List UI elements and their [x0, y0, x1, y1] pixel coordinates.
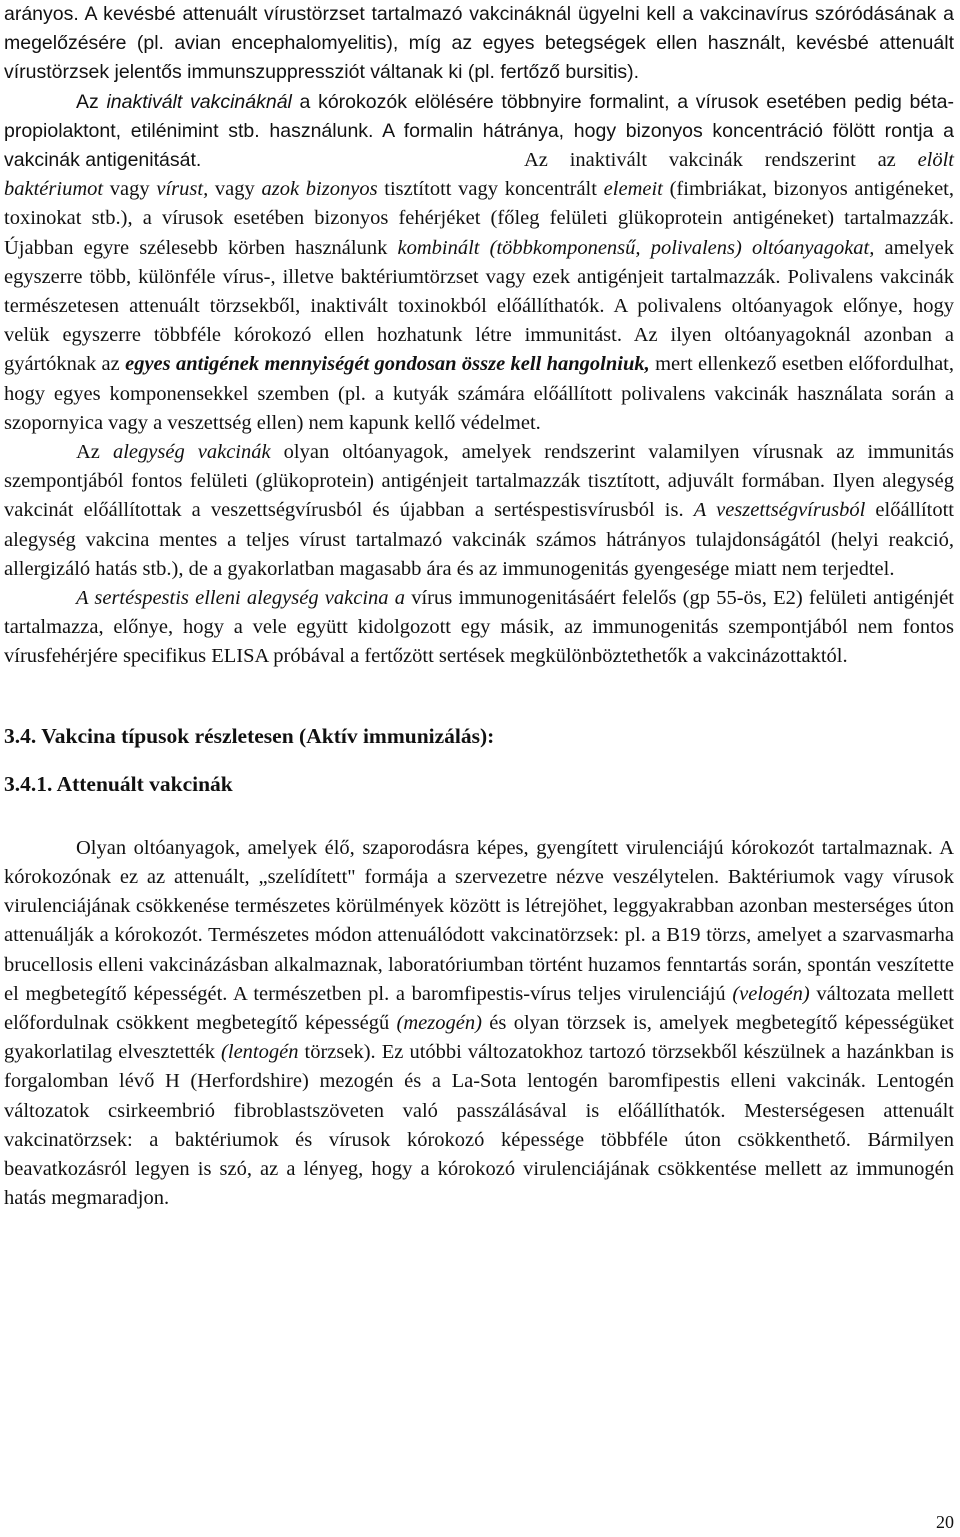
emphasis: vírust, — [156, 178, 209, 201]
text: előállított alegység vakcina mentes a teljes vírust tartalmazó vakcinák számos hátrányos tulajdonságától (helyi reakció, allergizáló hatás stb.), de a gyakorlatban magasabb ára és az immunogenitás gyengesége miatt nem terjedtel. — [4, 499, 954, 580]
text: mert ellenkező esetben előfordulhat, hogy egyes komponensekkel szemben (pl. a kutyák számára előállított polivalens vakcinák használata során a szopornyica vagy a veszettség ellen) nem kapunk kellő védelmet. — [4, 353, 954, 434]
text: tisztított vagy koncentrált — [377, 178, 604, 201]
text: amelyek egyszerre több, különféle vírus-, illetve baktériumtörzset vagy ezek antigénjeit tartalmazzák. Polivalens vakcinák természetesen attenuált törzsekből, inaktivált toxinokból előállíthatók. A polivalens oltóanyagok előnye, hogy velük egyszerre többféle kórokozó ellen hozhatunk létre immunitást. Az ilyen oltóanyagoknál azonban a gyártóknak az — [4, 236, 954, 376]
emphasis: elemeit — [603, 178, 663, 201]
emphasis: A sertéspestis elleni alegység vakcina a — [76, 587, 406, 610]
page-number: 20 — [936, 1512, 954, 1532]
subsection-heading: 3.4.1. Attenuált vakcinák — [4, 771, 233, 796]
emphasis: inaktivált vakcináknál — [106, 90, 292, 113]
emphasis: azok bizonyos — [261, 178, 378, 201]
emphasis-bold: egyes antigének mennyiségét gondosan össze kell hangolniuk, — [125, 353, 650, 376]
emphasis: alegység vakcinák — [112, 441, 271, 464]
text: törzsek). Ez utóbbi változatokhoz tartozó törzsekből készülnek a hazánkban is forgalomban lévő H (Herfordshire) mezogén és a La-Sota lentogén baromfipestis elleni vakcinák. Lentogén változatok csirkeembrió fibroblastszöveten való passzálásával is előállíthatók. Mesterségesen attenuált vakcinatörzsek: a baktériumok és vírusok kórokozó képessége többféle úton csökkenthető. Bármilyen beavatkozásról legyen is szó, az a lényeg, hogy a kórokozó virulenciájának csökkentése mellett az immunogén hatás megmaradjon. — [4, 1041, 954, 1210]
emphasis: (velogén) — [732, 982, 810, 1005]
paragraph-attenuated-intro — [4, 0, 954, 88]
text: arányos. A kevésbé attenuált vírustörzset tartalmazó vakcináknál ügyelni kell a vakcinavírus szóródásának a megelőzésére (pl. avian encephalomyelitis), míg az egyes betegségek ellen használt, kevésbé attenuált vírustörzsek jelentős immunszuppressziót váltanak ki (pl. fertőző bursitis). — [4, 3, 954, 84]
text: vagy — [208, 178, 262, 201]
paragraph-subunit — [4, 438, 954, 584]
paragraph-attenuated-vaccines — [4, 834, 954, 1214]
text: a kórokozók elölésére többnyire formalint, a vírusok esetében pedig béta-propiolaktont, etilénimint stb. használunk. A formalin hátránya, hogy bizonyos koncentráció fölött rontja a vakcinák antigenitását. — [4, 90, 954, 172]
text: Az inaktivált vakcinák rendszerint az — [524, 149, 918, 172]
text: (fimbriákat, bizonyos antigéneket, toxinokat stb.), a vírusok esetében bizonyos fehérjéket (főleg felületi glükoprotein antigéneket) tartalmazzák. Újabban egyre szélesebb körben használunk — [4, 178, 954, 259]
text: Olyan oltóanyagok, amelyek élő, szaporodásra képes, gyengített virulenciájú kórokozót tartalmaznak. A kórokozónak ez az attenuált, „szelídített" formája a szervezetre nézve veszélytelen. Baktériumok vagy vírusok virulenciájának csökkenése természetes körülmények között is létrejöhet, leggyakrabban azonban mesterséges úton attenuálják a kórokozót. Természetes módon attenuálódott vakcinatörzsek: pl. a B19 törzs, amelyet a szarvasmarha brucellosis elleni vakcinázásban alkalmaznak, laboratóriumban történt huzamos fenntartás során, spontán veszítette el megbetegítő képességét. A természetben pl. a baromfipestis-vírus teljes virulenciájú — [4, 836, 954, 1005]
text: olyan oltóanyagok, amelyek rendszerint valamilyen vírusnak az immunitás szempontjából fontos felületi (glükoprotein) antigénjeit tartalmazzák tisztított, adjuvált formában. Ilyen alegység vakcinát előállítottak a veszettségvírusból és újabban a sertéspestisvírusból is. — [4, 441, 955, 522]
text: Az — [76, 441, 113, 464]
text: és olyan törzsek is, amelyek megbetegítő képességüket gyakorlatilag elvesztették — [4, 1011, 954, 1064]
paragraph-inactivated-contents — [4, 146, 954, 438]
text: vírus immunogenitásáért felelős (gp 55-ös, E2) felületi antigénjét tartalmazza, előnye, hogy a vele együtt kidolgozott egy másik, az immunogenitás szempontjából nem fontos vírusfehérjére specifikus ELISA próbával a fertőzött sertések megkülönböztethetők a vakcinázottaktól. — [4, 587, 955, 668]
section-heading: 3.4. Vakcina típusok részletesen (Aktív immunizálás): — [4, 723, 495, 748]
emphasis: (mezogén) — [396, 1011, 482, 1034]
emphasis: (lentogén — [221, 1041, 299, 1064]
emphasis: A veszettségvírusból — [693, 499, 866, 522]
paragraph-swine-fever-subunit — [4, 584, 954, 672]
text: változata mellett előfordulnak csökkent megbetegítő képességű — [4, 982, 954, 1034]
emphasis: elölt baktériumot — [4, 149, 954, 201]
text: Az — [76, 90, 107, 113]
emphasis: kombinált (többkomponensű, polivalens) oltóanyagokat, — [397, 236, 875, 259]
text: vagy — [103, 178, 157, 201]
document-page — [4, 0, 954, 1213]
